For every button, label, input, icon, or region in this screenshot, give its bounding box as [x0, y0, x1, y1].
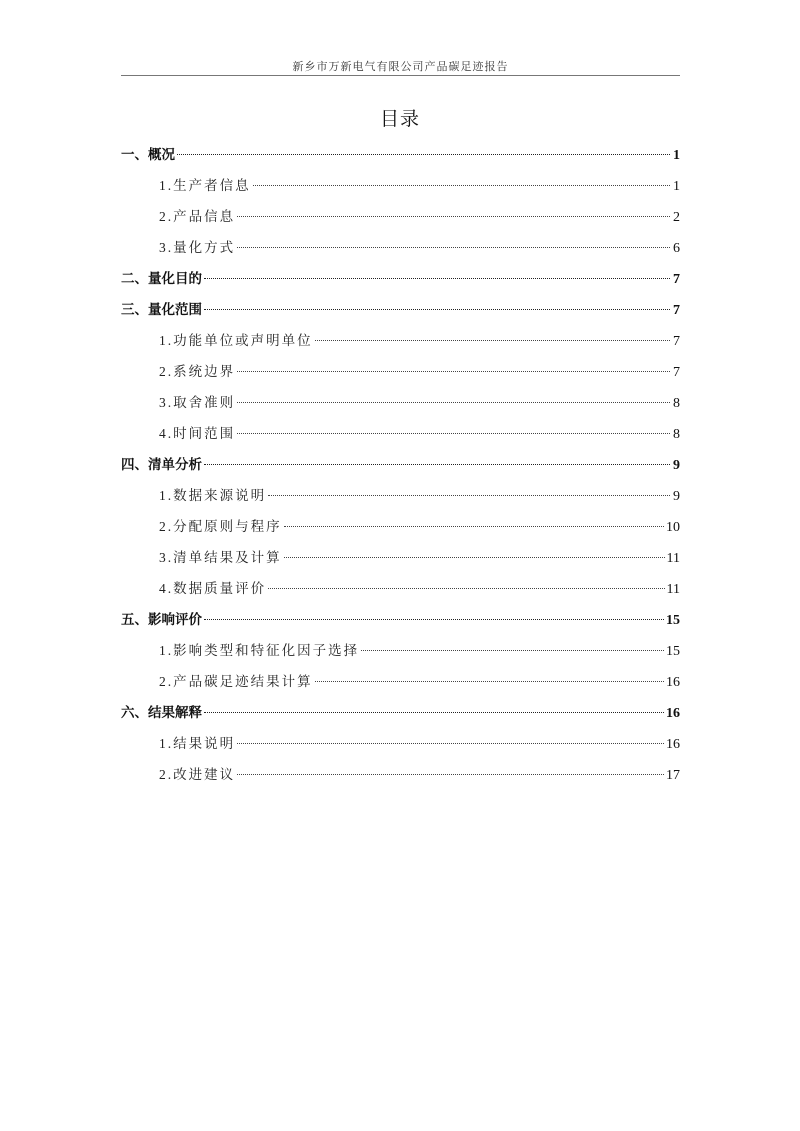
toc-entry-prefix: 六、 — [121, 705, 148, 721]
dot-leader — [237, 216, 670, 217]
toc-entry-prefix: 四、 — [121, 457, 148, 473]
toc-entry-prefix: 2. — [159, 519, 174, 534]
toc-entry-label: 影响类型和特征化因子选择 — [173, 643, 360, 659]
toc-entry-page: 9 — [673, 458, 680, 473]
toc-entry-section-1[interactable] — [121, 143, 680, 174]
toc-entry-label: 系统边界 — [173, 364, 236, 380]
toc-entry-page: 8 — [673, 427, 680, 442]
toc-entry-prefix: 1. — [159, 178, 174, 193]
toc-entry-prefix: 2. — [159, 767, 174, 782]
dot-leader — [237, 371, 670, 372]
toc-entry-4-1[interactable] — [121, 484, 680, 515]
toc-entry-3-1[interactable] — [121, 329, 680, 360]
toc-entry-page: 7 — [673, 334, 680, 349]
toc-entry-section-3[interactable] — [121, 298, 680, 329]
toc-entry-prefix: 3. — [159, 240, 174, 255]
toc-entry-3-4[interactable] — [121, 422, 680, 453]
toc-entry-label: 时间范围 — [173, 426, 236, 442]
toc-entry-label: 分配原则与程序 — [173, 519, 282, 535]
table-of-contents — [121, 143, 680, 794]
toc-entry-4-2[interactable] — [121, 515, 680, 546]
dot-leader — [237, 774, 664, 775]
dot-leader — [204, 278, 670, 279]
toc-entry-section-2[interactable] — [121, 267, 680, 298]
dot-leader — [268, 588, 664, 589]
toc-entry-page: 16 — [666, 706, 680, 721]
toc-entry-6-1[interactable] — [121, 732, 680, 763]
toc-entry-page: 7 — [673, 272, 680, 287]
toc-entry-label: 取舍准则 — [173, 395, 236, 411]
toc-entry-label: 量化方式 — [173, 240, 236, 256]
toc-entry-prefix: 一、 — [121, 147, 148, 163]
dot-leader — [177, 154, 670, 155]
toc-entry-label: 改进建议 — [173, 767, 236, 783]
toc-entry-label: 产品信息 — [173, 209, 236, 225]
toc-entry-prefix: 三、 — [121, 302, 148, 318]
dot-leader — [361, 650, 664, 651]
toc-entry-prefix: 1. — [159, 643, 174, 658]
toc-entry-label: 概况 — [148, 147, 175, 163]
toc-entry-4-4[interactable] — [121, 577, 680, 608]
toc-entry-1-2[interactable] — [121, 205, 680, 236]
toc-entry-1-1[interactable] — [121, 174, 680, 205]
dot-leader — [204, 712, 664, 713]
toc-entry-prefix: 二、 — [121, 271, 148, 287]
toc-entry-1-3[interactable] — [121, 236, 680, 267]
toc-entry-page: 1 — [673, 179, 680, 194]
toc-entry-label: 数据来源说明 — [173, 488, 267, 504]
toc-entry-6-2[interactable] — [121, 763, 680, 794]
toc-entry-prefix: 2. — [159, 209, 174, 224]
dot-leader — [237, 743, 664, 744]
dot-leader — [284, 557, 665, 558]
toc-entry-label: 产品碳足迹结果计算 — [173, 674, 313, 690]
toc-entry-label: 量化范围 — [148, 302, 202, 318]
dot-leader — [237, 247, 670, 248]
dot-leader — [204, 619, 664, 620]
toc-entry-page: 17 — [666, 768, 680, 783]
toc-entry-3-3[interactable] — [121, 391, 680, 422]
toc-entry-label: 结果说明 — [173, 736, 236, 752]
toc-entry-label: 生产者信息 — [173, 178, 251, 194]
toc-entry-prefix: 4. — [159, 426, 174, 441]
toc-entry-5-1[interactable] — [121, 639, 680, 670]
toc-entry-prefix: 1. — [159, 736, 174, 751]
toc-entry-4-3[interactable] — [121, 546, 680, 577]
toc-entry-prefix: 3. — [159, 550, 174, 565]
toc-entry-label: 量化目的 — [148, 271, 202, 287]
toc-entry-page: 8 — [673, 396, 680, 411]
toc-title: 目录 — [379, 108, 420, 130]
toc-entry-prefix: 1. — [159, 333, 174, 348]
toc-entry-page: 16 — [666, 675, 680, 690]
toc-entry-label: 清单分析 — [148, 457, 202, 473]
toc-entry-prefix: 2. — [159, 674, 174, 689]
toc-entry-prefix: 1. — [159, 488, 174, 503]
toc-entry-prefix: 五、 — [121, 612, 148, 628]
toc-entry-page: 1 — [673, 148, 680, 163]
toc-entry-3-2[interactable] — [121, 360, 680, 391]
toc-entry-label: 数据质量评价 — [173, 581, 267, 597]
toc-entry-page: 7 — [673, 303, 680, 318]
toc-entry-page: 11 — [666, 551, 680, 566]
toc-entry-page: 11 — [666, 582, 680, 597]
toc-entry-section-4[interactable] — [121, 453, 680, 484]
toc-entry-prefix: 2. — [159, 364, 174, 379]
header-divider — [121, 75, 680, 76]
dot-leader — [284, 526, 664, 527]
toc-entry-prefix: 4. — [159, 581, 174, 596]
dot-leader — [315, 681, 664, 682]
toc-entry-section-6[interactable] — [121, 701, 680, 732]
toc-entry-page: 7 — [673, 365, 680, 380]
toc-entry-page: 15 — [666, 613, 680, 628]
toc-entry-page: 2 — [673, 210, 680, 225]
dot-leader — [315, 340, 670, 341]
dot-leader — [268, 495, 670, 496]
toc-entry-section-5[interactable] — [121, 608, 680, 639]
toc-entry-page: 15 — [666, 644, 680, 659]
toc-entry-page: 10 — [666, 520, 680, 535]
toc-entry-label: 清单结果及计算 — [173, 550, 282, 566]
running-header: 新乡市万新电气有限公司产品碳足迹报告 — [292, 60, 509, 73]
dot-leader — [204, 464, 670, 465]
dot-leader — [204, 309, 670, 310]
toc-entry-page: 9 — [673, 489, 680, 504]
toc-entry-label: 影响评价 — [148, 612, 202, 628]
toc-entry-page: 16 — [666, 737, 680, 752]
dot-leader — [253, 185, 670, 186]
toc-entry-label: 结果解释 — [148, 705, 202, 721]
dot-leader — [237, 402, 670, 403]
dot-leader — [237, 433, 670, 434]
toc-entry-prefix: 3. — [159, 395, 174, 410]
toc-entry-page: 6 — [673, 241, 680, 256]
toc-entry-label: 功能单位或声明单位 — [173, 333, 313, 349]
toc-entry-5-2[interactable] — [121, 670, 680, 701]
